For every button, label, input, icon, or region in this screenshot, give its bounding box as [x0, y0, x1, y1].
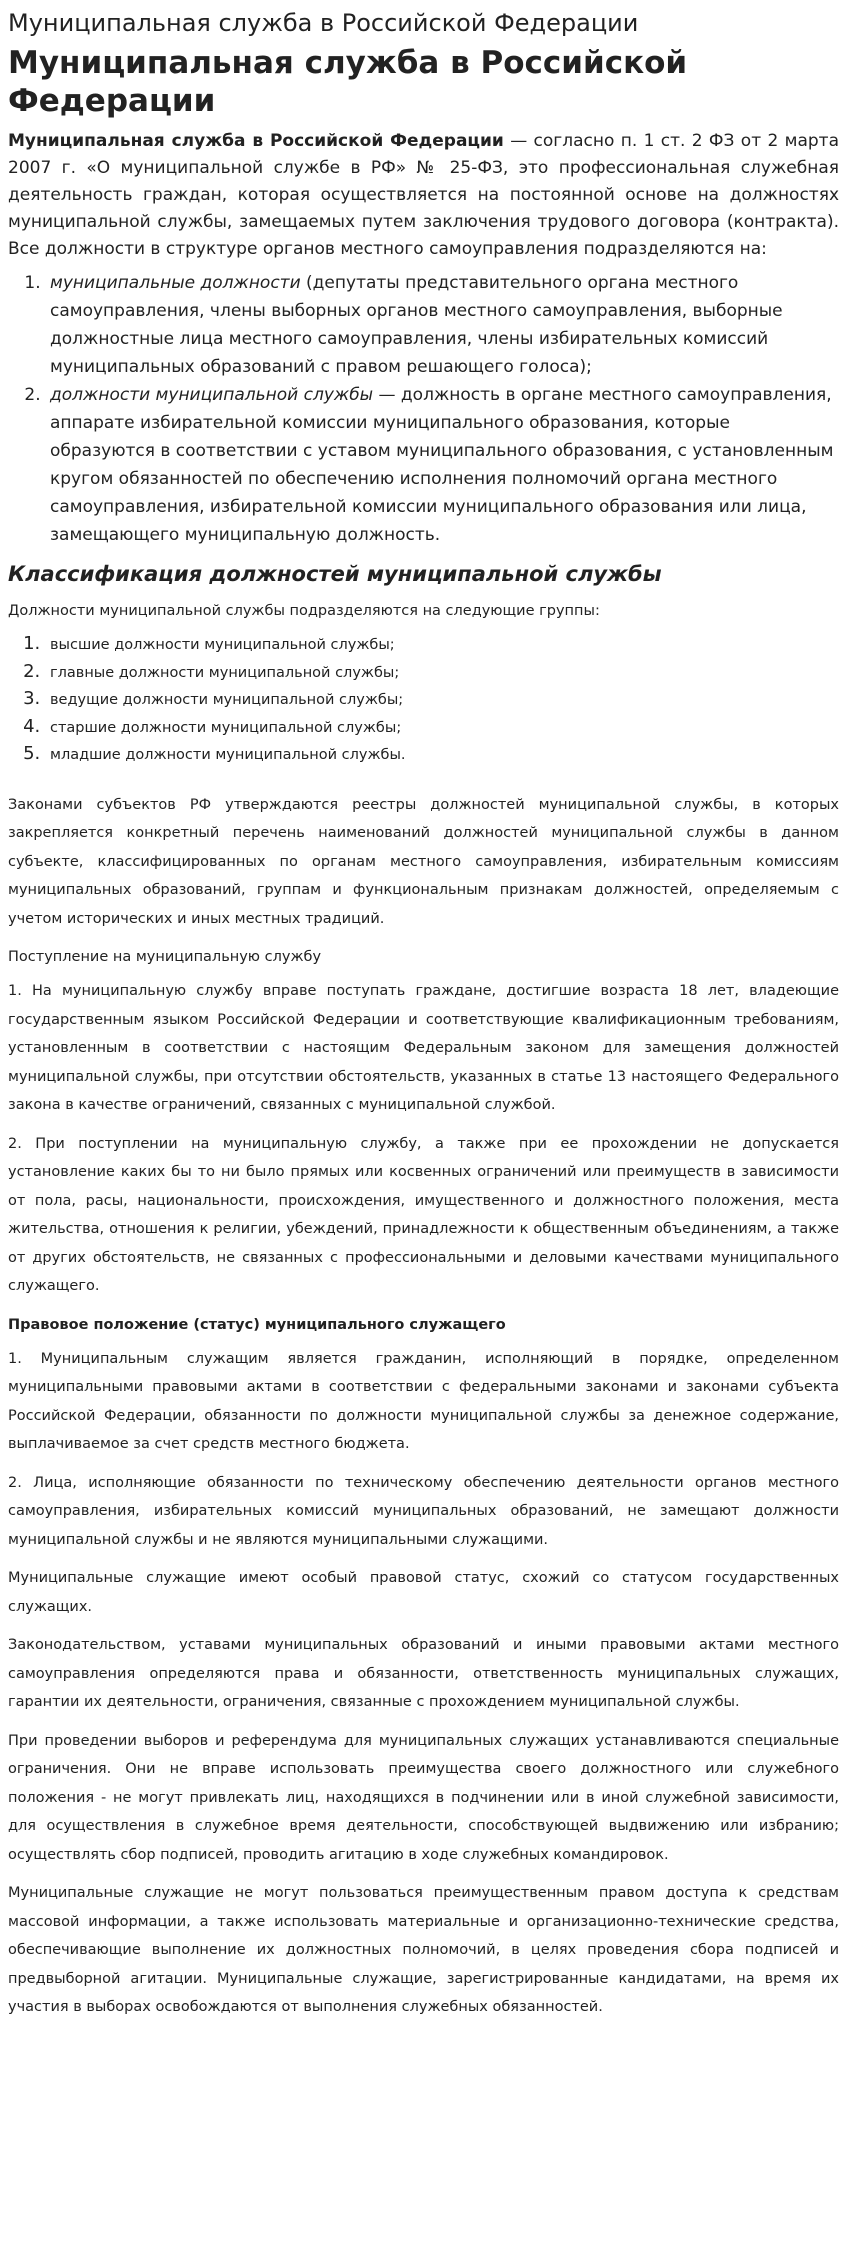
lead-text: — согласно п. 1 ст. 2 ФЗ от 2 марта 2007 г. «О муниципальной службе в РФ» № 25-ФЗ, это профессиональная служебная деятельность граждан, которая осуществляется на постоянной основе на должностях муниципальной службы, замещаемых путем заключения трудового договора (контракта). Все должности в структуре органов местного самоуправления подразделяются на:	[8, 131, 839, 259]
lead-paragraph	[8, 128, 839, 263]
page-title: Муниципальная служба в Российской Федерации	[8, 9, 639, 37]
article-heading: Муниципальная служба в Российской Федерации	[8, 45, 688, 119]
position-type-text: (депутаты представительного органа местного самоуправления, члены выборных органов местного самоуправления, выборные должностные лица местного самоуправления, члены избирательных комиссий муниципальных образований с правом решающего голоса);	[50, 273, 783, 377]
status-heading: Правовое положение (статус) муниципального служащего	[8, 1316, 506, 1333]
status-paragraph-3: Муниципальные служащие имеют особый правовой статус, схожий со статусом государственных служащих.	[8, 1570, 839, 1615]
admission-paragraph-1: 1. На муниципальную службу вправе поступать граждане, достигшие возраста 18 лет, владеющие государственным языком Российской Федерации и соответствующие квалификационным требованиям, установленным в соответствии с настоящим Федеральным законом для замещения должностей муниципальной службы, при отсутствии обстоятельств, указанных в статье 13 настоящего Федерального закона в качестве ограничений, связанных с муниципальной службой.	[8, 983, 839, 1113]
admission-paragraph-2: 2. При поступлении на муниципальную службу, а также при ее прохождении не допускается установление каких бы то ни было прямых или косвенных ограничений или преимуществ в зависимости от пола, расы, национальности, происхождения, имущественного и должностного положения, места жительства, отношения к религии, убеждений, принадлежности к общественным объединениям, а также от других обстоятельств, не связанных с профессиональными и деловыми качествами муниципального служащего.	[8, 1135, 839, 1294]
status-paragraph-5: При проведении выборов и референдума для муниципальных служащих устанавливаются специальные ограничения. Они не вправе использовать преимущества своего должностного или служебного положения - не могут привлекать лиц, находящихся в подчинении или в иной служебной зависимости, для осуществления в служебное время деятельности, способствующей выдвижению или избранию; осуществлять сбор подписей, проводить агитацию в ходе служебных командировок.	[8, 1732, 839, 1863]
classification-heading: Классификация должностей муниципальной службы	[8, 562, 662, 586]
list-item: 2. главные должности муниципальной службы;	[46, 659, 839, 687]
list-item: 3. ведущие должности муниципальной службы;	[46, 686, 839, 714]
list-item	[46, 381, 839, 549]
list-item: 4. старшие должности муниципальной службы;	[46, 714, 839, 742]
lead-bold-term: Муниципальная служба в Российской Федерации	[8, 131, 504, 151]
admission-heading: Поступление на муниципальную службу	[8, 949, 322, 965]
status-paragraph-2: 2. Лица, исполняющие обязанности по техническому обеспечению деятельности органов местного самоуправления, избирательных комиссий муниципальных образований, не замещают должности муниципальной службы и не являются муниципальными служащими.	[8, 1474, 839, 1548]
list-item	[46, 269, 839, 381]
position-types-list	[8, 269, 839, 549]
status-paragraph-6: Муниципальные служащие не могут пользоваться преимущественным правом доступа к средствам массовой информации, а также использовать материальные и организационно-технические средства, обеспечивающие выполнение их должностных полномочий, в целях проведения сбора подписей и предвыборной агитации. Муниципальные служащие, зарегистрированные кандидатами, на время их участия в выборах освобождаются от выполнения служебных обязанностей.	[8, 1885, 839, 2015]
classification-intro: Должности муниципальной службы подразделяются на следующие группы:	[8, 603, 600, 619]
list-item: 5. младшие должности муниципальной службы.	[46, 741, 839, 769]
position-type-term: должности муниципальной службы	[50, 385, 374, 405]
position-groups-list	[8, 631, 839, 769]
list-item: 1. высшие должности муниципальной службы;	[46, 631, 839, 659]
status-paragraph-4: Законодательством, уставами муниципальных образований и иными правовыми актами местного самоуправления определяются права и обязанности, ответственность муниципальных служащих, гарантии их деятельности, ограничения, связанные с прохождением муниципальной службы.	[8, 1637, 839, 1710]
status-paragraph-1: 1. Муниципальным служащим является гражданин, исполняющий в порядке, определенном муниципальными правовыми актами в соответствии с федеральными законами и законами субъекта Российской Федерации, обязанности по должности муниципальной службы за денежное содержание, выплачиваемое за счет средств местного бюджета.	[8, 1350, 839, 1452]
position-type-text: — должность в органе местного самоуправления, аппарате избирательной комиссии муниципального образования, которые образуются в соответствии с уставом муниципального образования, с установленным кругом обязанностей по обеспечению исполнения полномочий органа местного самоуправления, избирательной комиссии муниципального образования или лица, замещающего муниципальную должность.	[50, 385, 834, 545]
position-type-term: муниципальные должности	[50, 273, 301, 293]
registry-paragraph: Законами субъектов РФ утверждаются реестры должностей муниципальной службы, в которых закрепляется конкретный перечень наименований должностей муниципальной службы в данном субъекте, классифицированных по органам местного самоуправления, избирательным комиссиям муниципальных образований, группам и функциональным признакам должностей, определяемым с учетом исторических и иных местных традиций.	[8, 796, 839, 927]
